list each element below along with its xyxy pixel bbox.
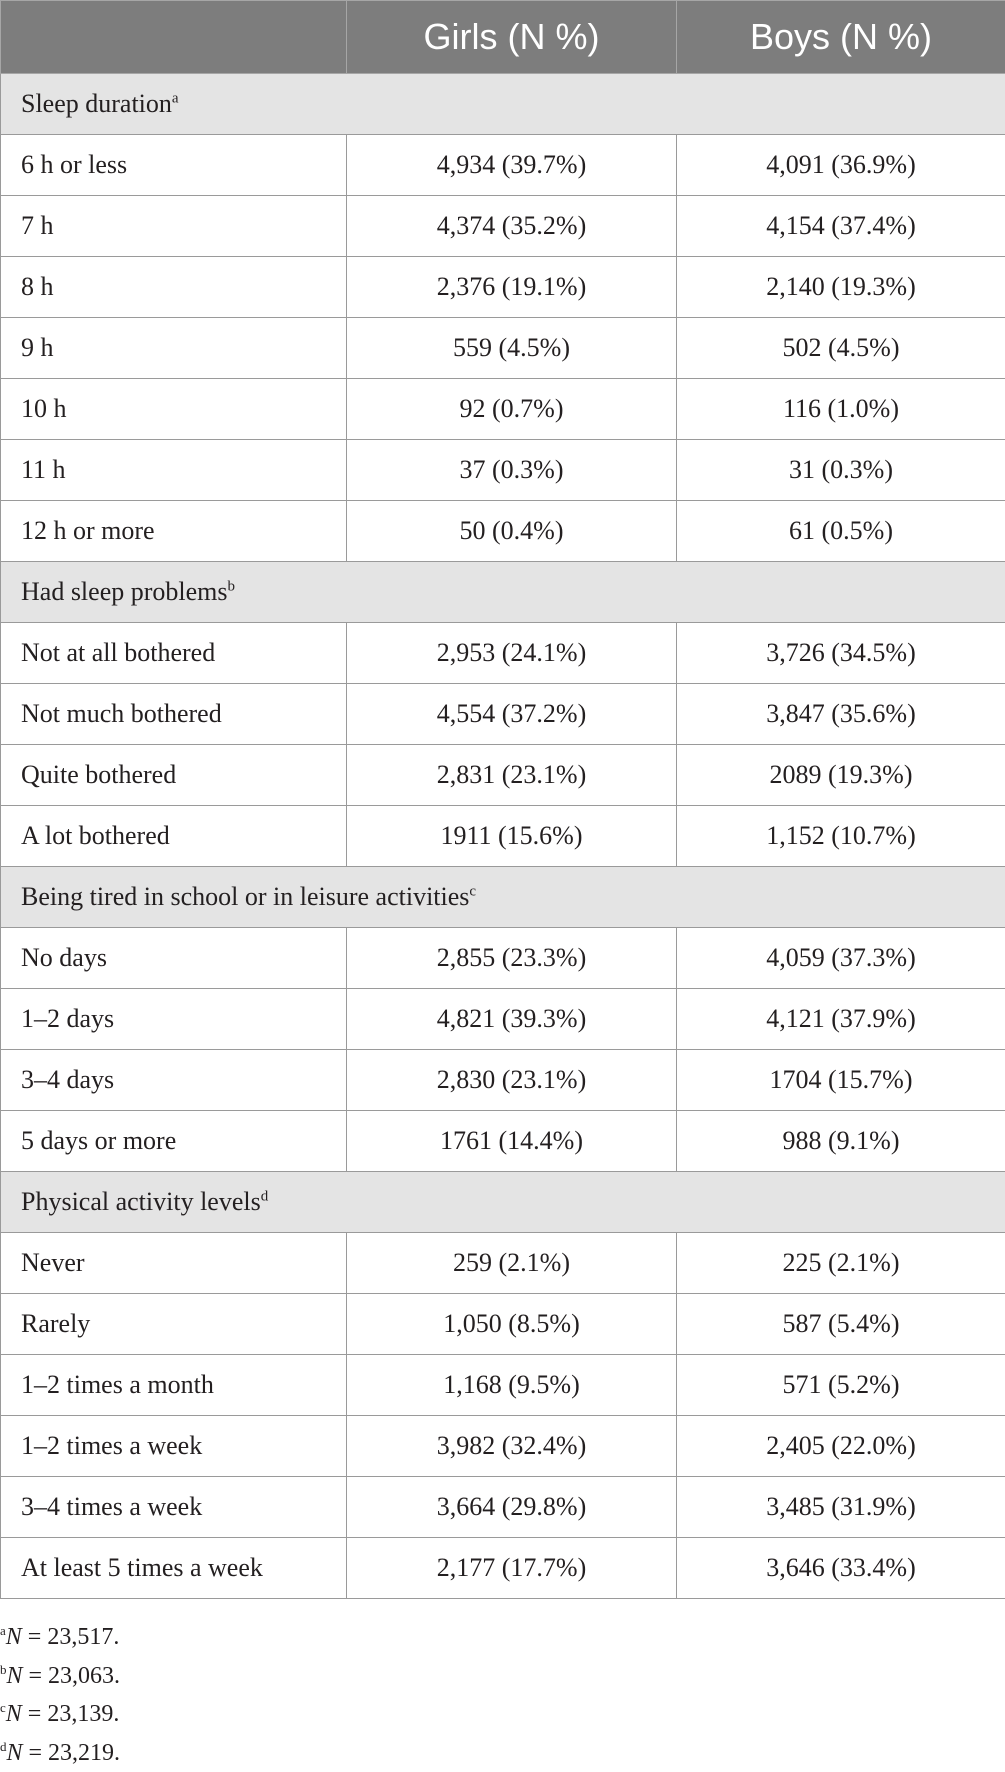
table-row xyxy=(1,623,1005,684)
boys-value: 3,646 (33.4%) xyxy=(677,1538,1005,1599)
footnote-text: = 23,517. xyxy=(21,1624,120,1650)
footnote-mark: a xyxy=(0,1623,6,1638)
girls-value: 3,664 (29.8%) xyxy=(347,1477,677,1538)
footnote-mark: b xyxy=(0,1661,7,1677)
table-row xyxy=(1,989,1005,1050)
row-label: Rarely xyxy=(1,1294,347,1355)
footnote-variable: N xyxy=(5,1701,22,1727)
boys-value: 571 (5.2%) xyxy=(677,1355,1005,1416)
boys-value: 31 (0.3%) xyxy=(677,440,1005,501)
row-label: Never xyxy=(1,1233,347,1294)
section-title-cell xyxy=(1,867,1005,928)
footnote-marker: a xyxy=(171,90,179,107)
row-label: 1–2 times a week xyxy=(1,1416,347,1477)
girls-value: 2,376 (19.1%) xyxy=(347,257,677,318)
table-row xyxy=(1,1416,1005,1477)
girls-value: 259 (2.1%) xyxy=(347,1233,677,1294)
table-row xyxy=(1,928,1005,989)
table-row xyxy=(1,196,1005,257)
footnote-mark: d xyxy=(0,1738,7,1754)
girls-value: 559 (4.5%) xyxy=(347,318,677,379)
table-row xyxy=(1,1294,1005,1355)
footnote-mark: c xyxy=(0,1700,6,1715)
boys-value: 4,121 (37.9%) xyxy=(677,989,1005,1050)
footnote-marker: b xyxy=(227,578,236,595)
boys-value: 3,485 (31.9%) xyxy=(677,1477,1005,1538)
row-label: At least 5 times a week xyxy=(1,1538,347,1599)
table-row xyxy=(1,318,1005,379)
footnote xyxy=(0,1695,120,1734)
girls-value: 4,374 (35.2%) xyxy=(347,196,677,257)
header-boys: Boys (N %) xyxy=(677,1,1005,74)
table-row xyxy=(1,1355,1005,1416)
boys-value: 4,059 (37.3%) xyxy=(677,928,1005,989)
girls-value: 2,831 (23.1%) xyxy=(347,745,677,806)
girls-value: 1761 (14.4%) xyxy=(347,1111,677,1172)
boys-value: 116 (1.0%) xyxy=(677,379,1005,440)
row-label: No days xyxy=(1,928,347,989)
row-label: 1–2 times a month xyxy=(1,1355,347,1416)
section-title-cell xyxy=(1,1172,1005,1233)
footnote-text: = 23,139. xyxy=(21,1701,120,1727)
section-title: Physical activity levels xyxy=(21,1187,261,1216)
table-row xyxy=(1,745,1005,806)
row-label: 3–4 times a week xyxy=(1,1477,347,1538)
footnote xyxy=(0,1618,120,1657)
header-row xyxy=(1,1,1005,74)
row-label: A lot bothered xyxy=(1,806,347,867)
table-row xyxy=(1,135,1005,196)
row-label: 8 h xyxy=(1,257,347,318)
section-row xyxy=(1,562,1005,623)
girls-value: 1911 (15.6%) xyxy=(347,806,677,867)
section-title-cell xyxy=(1,74,1005,135)
table-row xyxy=(1,684,1005,745)
girls-value: 4,821 (39.3%) xyxy=(347,989,677,1050)
section-row xyxy=(1,74,1005,135)
girls-value: 50 (0.4%) xyxy=(347,501,677,562)
footnote xyxy=(0,1657,120,1696)
section-row xyxy=(1,1172,1005,1233)
footnote-text: = 23,219. xyxy=(22,1739,121,1766)
footnote-text: = 23,063. xyxy=(22,1662,121,1689)
table-row xyxy=(1,379,1005,440)
boys-value: 3,726 (34.5%) xyxy=(677,623,1005,684)
section-title: Being tired in school or in leisure activities xyxy=(21,882,470,911)
row-label: 11 h xyxy=(1,440,347,501)
row-label: 5 days or more xyxy=(1,1111,347,1172)
header-blank-cell xyxy=(1,1,347,74)
row-label: 10 h xyxy=(1,379,347,440)
boys-value: 502 (4.5%) xyxy=(677,318,1005,379)
table-row xyxy=(1,501,1005,562)
section-title: Had sleep problems xyxy=(21,577,228,606)
footnote-marker: d xyxy=(260,1188,269,1205)
section-title-cell xyxy=(1,562,1005,623)
table-header xyxy=(1,1,1005,74)
girls-value: 4,554 (37.2%) xyxy=(347,684,677,745)
row-label: 9 h xyxy=(1,318,347,379)
table-row xyxy=(1,1477,1005,1538)
section-row xyxy=(1,867,1005,928)
boys-value: 988 (9.1%) xyxy=(677,1111,1005,1172)
girls-value: 37 (0.3%) xyxy=(347,440,677,501)
girls-value: 3,982 (32.4%) xyxy=(347,1416,677,1477)
section-title: Sleep duration xyxy=(21,89,172,118)
boys-value: 61 (0.5%) xyxy=(677,501,1005,562)
girls-value: 2,855 (23.3%) xyxy=(347,928,677,989)
footnote-marker: c xyxy=(469,883,477,900)
boys-value: 3,847 (35.6%) xyxy=(677,684,1005,745)
table-row xyxy=(1,1538,1005,1599)
footnote xyxy=(0,1734,120,1772)
table-row xyxy=(1,1233,1005,1294)
table-row xyxy=(1,440,1005,501)
header-girls: Girls (N %) xyxy=(347,1,677,74)
row-label: 1–2 days xyxy=(1,989,347,1050)
boys-value: 225 (2.1%) xyxy=(677,1233,1005,1294)
footnote-variable: N xyxy=(6,1739,23,1766)
boys-value: 4,091 (36.9%) xyxy=(677,135,1005,196)
boys-value: 587 (5.4%) xyxy=(677,1294,1005,1355)
row-label: 12 h or more xyxy=(1,501,347,562)
row-label: Quite bothered xyxy=(1,745,347,806)
boys-value: 1704 (15.7%) xyxy=(677,1050,1005,1111)
row-label: 3–4 days xyxy=(1,1050,347,1111)
footnote-variable: N xyxy=(5,1624,22,1650)
boys-value: 2,405 (22.0%) xyxy=(677,1416,1005,1477)
girls-value: 1,050 (8.5%) xyxy=(347,1294,677,1355)
table-body xyxy=(1,74,1005,1599)
row-label: 6 h or less xyxy=(1,135,347,196)
boys-value: 2,140 (19.3%) xyxy=(677,257,1005,318)
footnotes xyxy=(0,1618,120,1772)
table-row xyxy=(1,257,1005,318)
girls-value: 1,168 (9.5%) xyxy=(347,1355,677,1416)
girls-value: 2,177 (17.7%) xyxy=(347,1538,677,1599)
boys-value: 2089 (19.3%) xyxy=(677,745,1005,806)
table-row xyxy=(1,1050,1005,1111)
girls-value: 2,830 (23.1%) xyxy=(347,1050,677,1111)
girls-value: 4,934 (39.7%) xyxy=(347,135,677,196)
row-label: 7 h xyxy=(1,196,347,257)
table-row xyxy=(1,1111,1005,1172)
footnote-variable: N xyxy=(6,1662,23,1689)
girls-value: 92 (0.7%) xyxy=(347,379,677,440)
girls-value: 2,953 (24.1%) xyxy=(347,623,677,684)
row-label: Not at all bothered xyxy=(1,623,347,684)
boys-value: 1,152 (10.7%) xyxy=(677,806,1005,867)
row-label: Not much bothered xyxy=(1,684,347,745)
table-row xyxy=(1,806,1005,867)
boys-value: 4,154 (37.4%) xyxy=(677,196,1005,257)
